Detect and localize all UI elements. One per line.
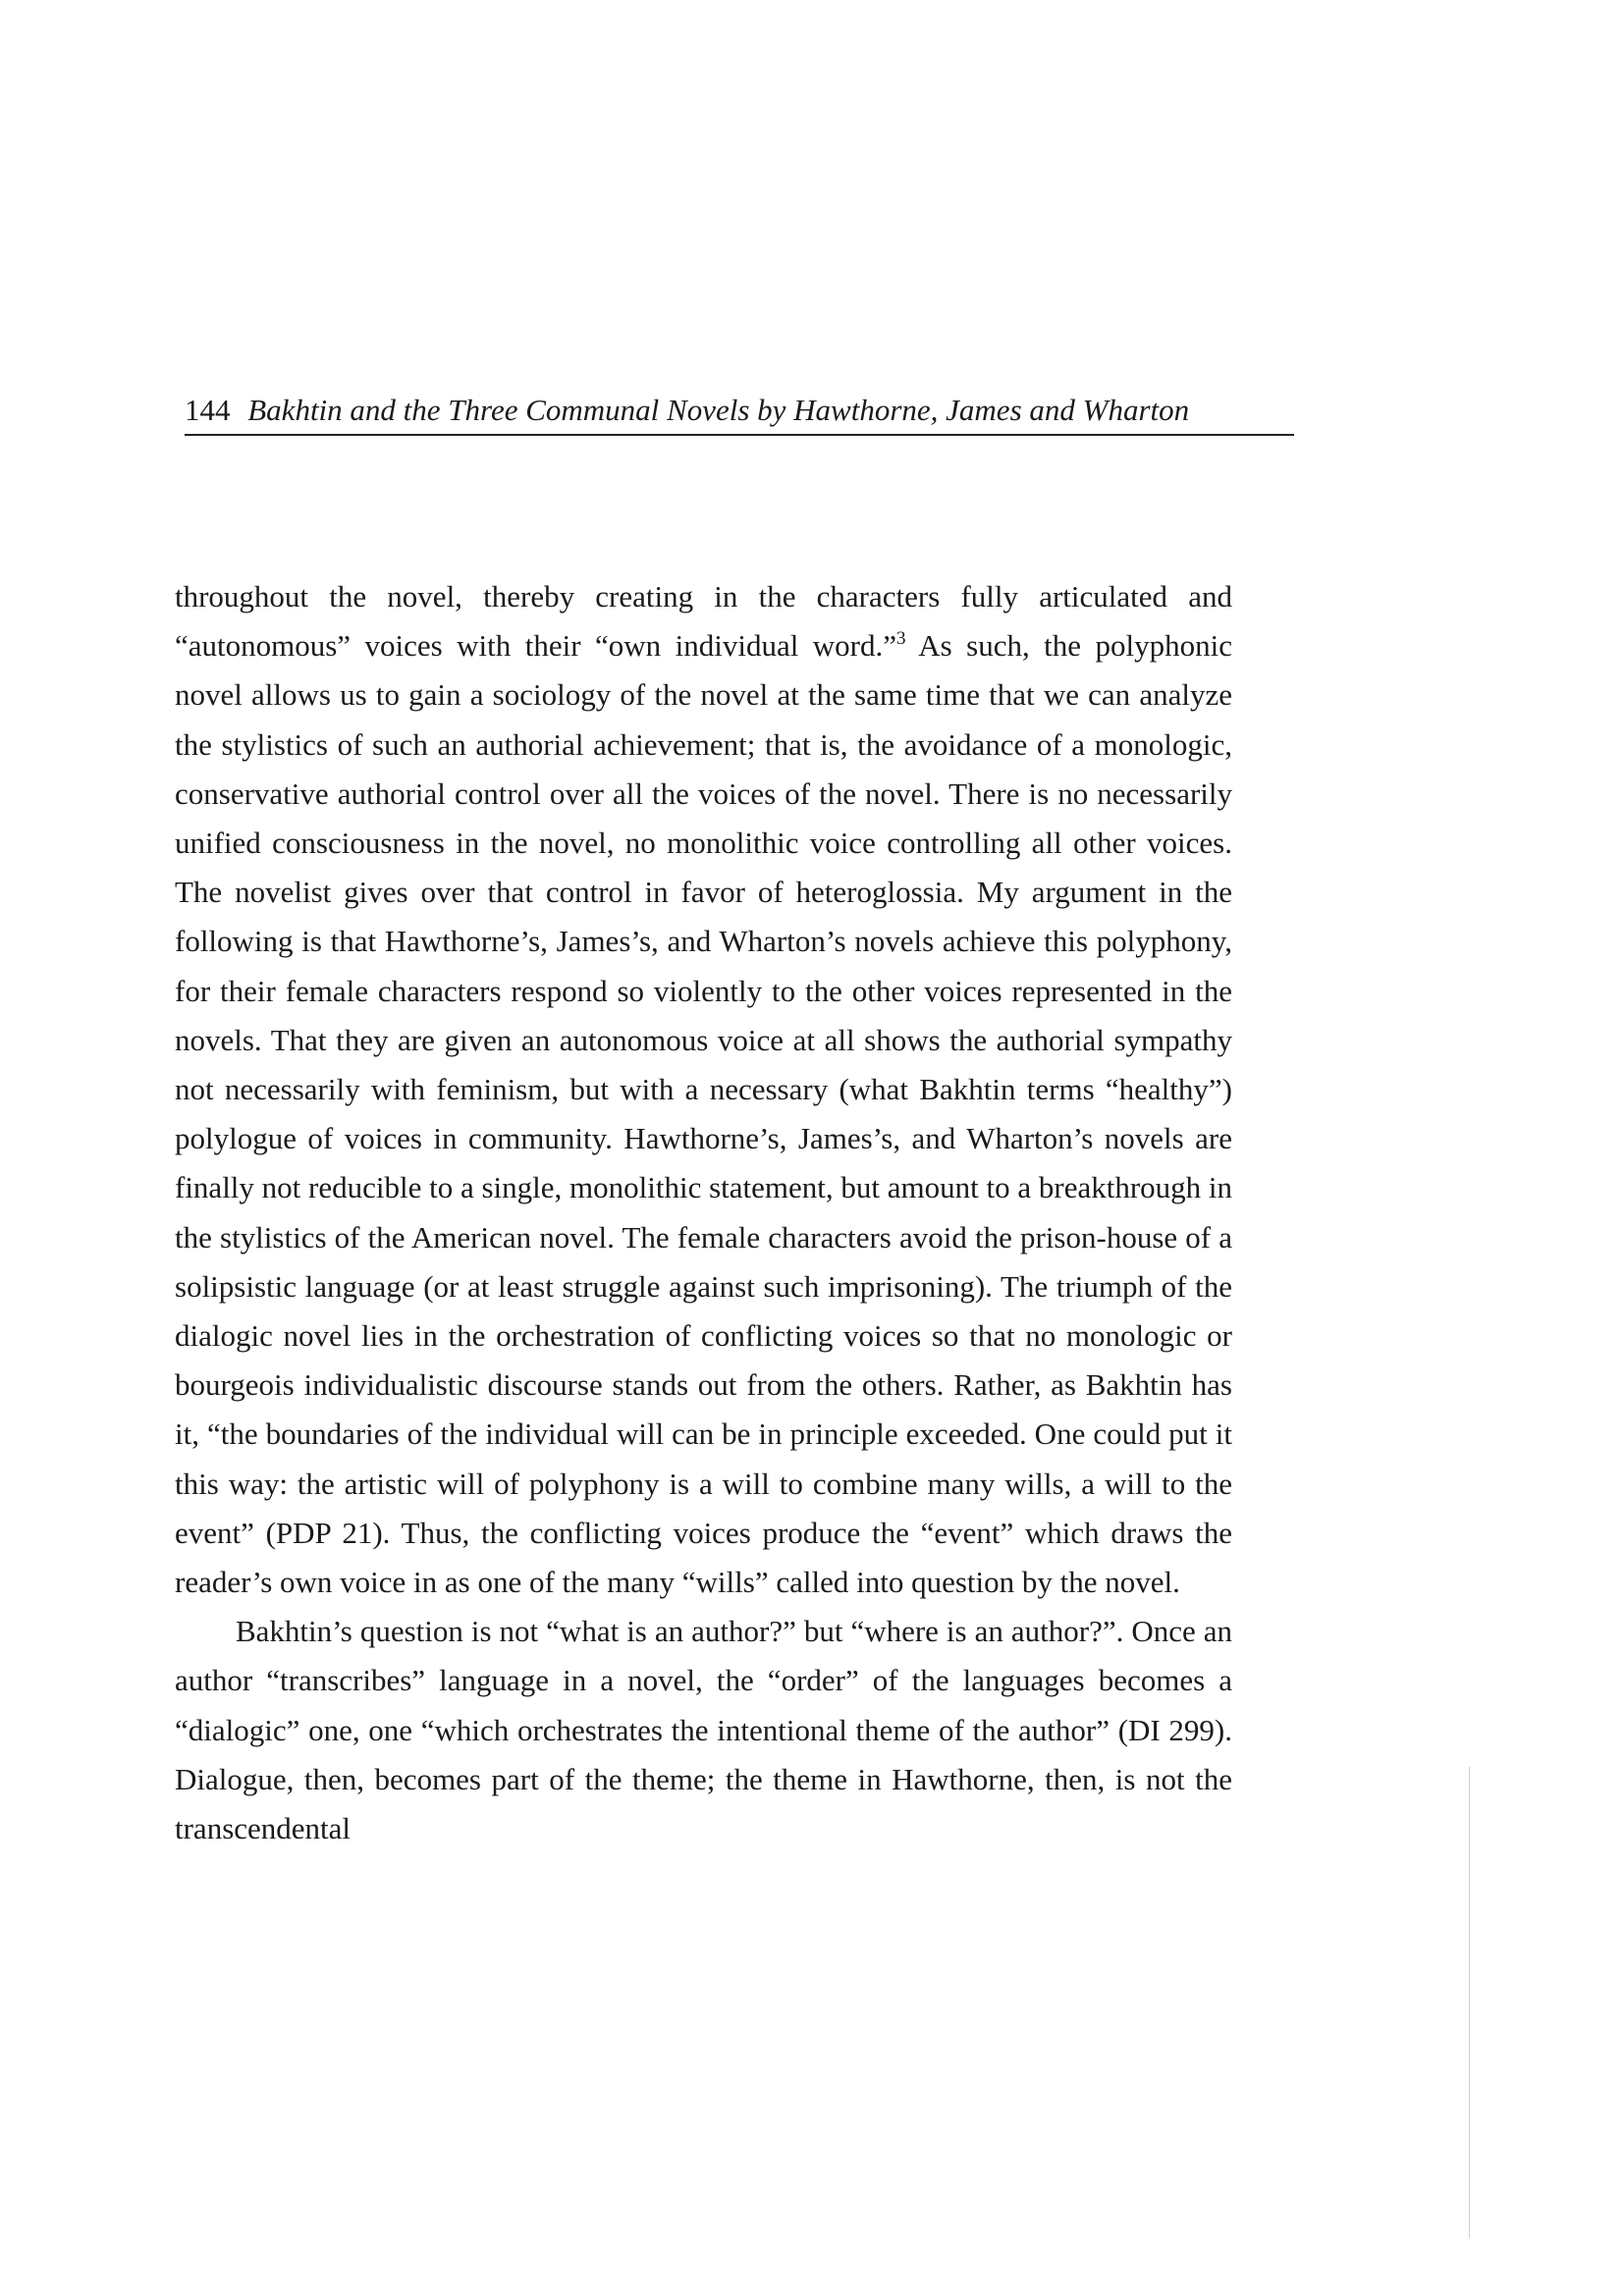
- footnote-marker: 3: [896, 628, 906, 650]
- paragraph-2: Bakhtin’s question is not “what is an author?” but “where is an author?”. Once an author “transcribes” language in a novel, the “order” of the languages becomes a “dialogic” one, one “which orchestrates the intentional theme of the author” (DI 299). Dialogue, then, becomes part of the theme; the theme in Hawthorne, then, is not the transcendental: [175, 1614, 1232, 1846]
- paragraph-1: [175, 572, 1232, 1607]
- scan-edge-line: [1469, 1767, 1470, 2238]
- paragraph-1-part-b: As such, the polyphonic novel allows us to gain a sociology of the novel at the same time that we can analyze the stylistics of such an authorial achievement; that is, the avoidance of a monologic, conservative authorial control over all the voices of the novel. There is no necessarily unified consciousness in the novel, no monolithic voice controlling all other voices. The novelist gives over that control in favor of heteroglossia. My argument in the following is that Hawthorne’s, James’s, and Wharton’s novels achieve this polyphony, for their female characters respond so violently to the other voices represented in the novels. That they are given an autonomous voice at all shows the authorial sympathy not necessarily with feminism, but with a necessary (what Bakhtin terms “healthy”) polylogue of voices in community. Hawthorne’s, James’s, and Wharton’s novels are finally not reducible to a single, monolithic statement, but amount to a breakthrough in the stylistics of the American novel. The female characters avoid the prison-house of a solipsistic language (or at least struggle against such imprisoning). The triumph of the dialogic novel lies in the orchestration of conflicting voices so that no monologic or bourgeois individualistic discourse stands out from the others. Rather, as Bakhtin has it, “the boundaries of the individual will can be in principle exceeded. One could put it this way: the artistic will of polyphony is a will to combine many wills, a will to the event” (PDP 21). Thus, the conflicting voices produce the “event” which draws the reader’s own voice in as one of the many “wills” called into question by the novel.: [175, 628, 1233, 1600]
- running-head-title: Bakhtin and the Three Communal Novels by Hawthorne, James and Wharton: [247, 393, 1190, 427]
- body-text: [175, 572, 1232, 1853]
- page-number: 144: [185, 393, 231, 427]
- running-head: [185, 391, 1294, 436]
- paragraph-1-part-a: throughout the novel, thereby creating in the characters fully articulated and “autonomous” voices with their “own individual word.”: [175, 579, 1232, 664]
